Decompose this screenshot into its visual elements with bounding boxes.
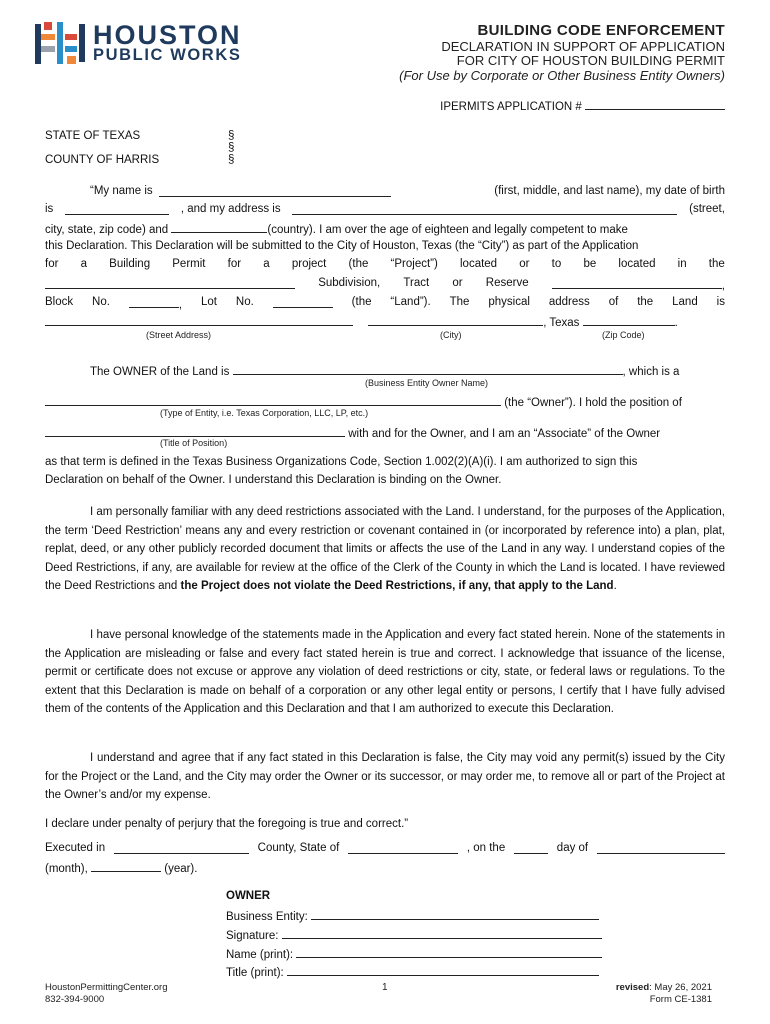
block-lot-line: Block No. , Lot No. (the “Land”). The physical address of the Land is	[45, 296, 725, 311]
block-number-blank[interactable]	[129, 296, 179, 308]
zip-code-caption: (Zip Code)	[602, 330, 645, 340]
country-blank[interactable]	[171, 221, 267, 233]
binding-line: Declaration on behalf of the Owner. I understand this Declaration is binding on the Owner.	[45, 474, 502, 486]
section-symbol: §	[228, 130, 235, 142]
executed-year-blank[interactable]	[91, 860, 161, 872]
address-blank[interactable]	[292, 203, 677, 215]
void-permit-paragraph: I understand and agree that if any fact stated in this Declaration is false, the City may void any permit(s) issued by the City for the Project or the Land, and the City may order the Owner or its successor, or may order me, to remove all or part of the Project at the Owner’s and/or my expense.	[45, 752, 725, 801]
date-of-birth-blank[interactable]	[65, 203, 169, 215]
business-entity-owner-blank[interactable]	[233, 363, 623, 375]
title-caption: (Title of Position)	[160, 438, 228, 448]
executed-month-blank[interactable]	[597, 842, 725, 854]
logo-text-houston: HOUSTON	[93, 20, 242, 50]
signature-row: Signature:	[226, 927, 602, 942]
owner-name-line: The OWNER of the Land is , which is a	[90, 363, 679, 378]
lot-number-blank[interactable]	[273, 296, 333, 308]
declaration-purpose-line: this Declaration. This Declaration will be submitted to the City of Houston, Texas (the “City”) as part of the Application	[45, 240, 639, 252]
ipermits-application-field	[440, 98, 725, 113]
title-of-position-blank[interactable]	[45, 425, 345, 437]
city-caption: (City)	[440, 330, 462, 340]
street-address-caption: (Street Address)	[146, 330, 212, 340]
executed-state-blank[interactable]	[348, 842, 458, 854]
position-line: with and for the Owner, and I am an “Associate” of the Owner	[45, 425, 660, 440]
title-print-row: Title (print):	[226, 964, 599, 979]
revision-date: revised: May 26, 2021	[615, 982, 712, 993]
street-address-blank[interactable]	[45, 314, 353, 326]
full-name-blank[interactable]	[159, 185, 391, 197]
executed-year-line: (month), (year).	[45, 860, 197, 875]
logo-text-public-works: PUBLIC WORKS	[93, 46, 242, 64]
business-entity-caption: (Business Entity Owner Name)	[365, 378, 489, 388]
footer-website: HoustonPermittingCenter.org	[45, 982, 168, 993]
name-print-blank[interactable]	[296, 946, 602, 958]
subdivision-blank[interactable]	[45, 277, 295, 289]
county-of-harris: COUNTY OF HARRIS	[45, 154, 160, 166]
project-location-line: for a Building Permit for a project (the “Project”) located or to be located in the	[45, 258, 725, 270]
ipermits-label: IPERMITS APPLICATION #	[440, 101, 582, 113]
page-number: 1	[382, 982, 388, 993]
entity-type-blank[interactable]	[45, 394, 501, 406]
deed-restriction-statement: the Project does not violate the Deed Restrictions, if any, that apply to the Land	[180, 580, 614, 592]
personal-knowledge-paragraph: I have personal knowledge of the statements made in the Application and every fact stated herein. None of the statements in the Application are misleading or false and every fact stated herein is true and correct. I acknowledge that issuance of the license, permit or certificate does not excuse or approve any violation of deed restrictions or city, state, or federal laws or regulations. To the extent that this Declaration is made on behalf of a corporation or any other legal entity or persons, I certify that I have fully advised them of the contents of the Application and this Declaration and that I am authorized to execute this Declaration.	[45, 629, 725, 715]
footer-phone: 832-394-9000	[45, 994, 105, 1005]
title-print-blank[interactable]	[287, 964, 599, 976]
entity-type-caption: (Type of Entity, i.e. Texas Corporation, LLC, LP, etc.)	[160, 408, 369, 418]
city-blank[interactable]	[368, 314, 543, 326]
state-of-texas: STATE OF TEXAS	[45, 130, 141, 142]
birthdate-address-line: is , and my address is (street,	[45, 203, 725, 215]
owner-heading: OWNER	[226, 890, 271, 902]
associate-definition-line: as that term is defined in the Texas Business Organizations Code, Section 1.002(2)(A)(i). I am authorized to sign this	[45, 456, 638, 468]
physical-address-line: , Texas .	[45, 314, 678, 329]
perjury-statement: I declare under penalty of perjury that the foregoing is true and correct.”	[45, 818, 409, 830]
subdivision-line: Subdivision, Tract or Reserve ,	[45, 277, 725, 292]
declarant-name-line: “My name is (first, middle, and last name), my date of birth	[90, 185, 725, 197]
country-line: city, state, zip code) and (country). I am over the age of eighteen and legally competent to make	[45, 221, 725, 236]
logo-mark-icon	[35, 22, 85, 64]
business-entity-signature-blank[interactable]	[311, 908, 599, 920]
form-number: Form CE-1381	[649, 994, 712, 1005]
executed-county-blank[interactable]	[114, 842, 249, 854]
executed-day-blank[interactable]	[514, 842, 548, 854]
entity-type-line: (the “Owner”). I hold the position of	[45, 394, 682, 409]
section-symbol: §	[228, 154, 235, 166]
ipermits-number-blank[interactable]	[585, 98, 725, 110]
document-subtitle-2: FOR CITY OF HOUSTON BUILDING PERMIT	[456, 53, 725, 68]
business-entity-row: Business Entity:	[226, 908, 599, 923]
document-subtitle-3: (For Use by Corporate or Other Business Entity Owners)	[399, 68, 725, 83]
zip-code-blank[interactable]	[583, 314, 675, 326]
reserve-blank[interactable]	[552, 277, 722, 289]
signature-blank[interactable]	[282, 927, 602, 939]
name-print-row: Name (print):	[226, 946, 602, 961]
section-symbol: §	[228, 142, 235, 154]
document-subtitle-1: DECLARATION IN SUPPORT OF APPLICATION	[441, 39, 725, 54]
document-title: BUILDING CODE ENFORCEMENT	[477, 22, 725, 39]
executed-line: Executed in County, State of , on the day of	[45, 842, 725, 854]
deed-restrictions-paragraph: I am personally familiar with any deed restrictions associated with the Land. I understand, for the purposes of the Application, the term ‘Deed Restriction’ means any and every restriction or covenant contained in (or incorporated by reference into) a plan, plat, replat, deed, or any other publicly recorded document that limits or affects the use of the Land in any way. I understand copies of the Deed Restrictions, if any, are available for review at the office of the Clerk of the County in which the Land is located. I have reviewed the Deed Restrictions and the Project does not violate the Deed Restrictions, if any, that apply to the Land.	[45, 506, 725, 592]
